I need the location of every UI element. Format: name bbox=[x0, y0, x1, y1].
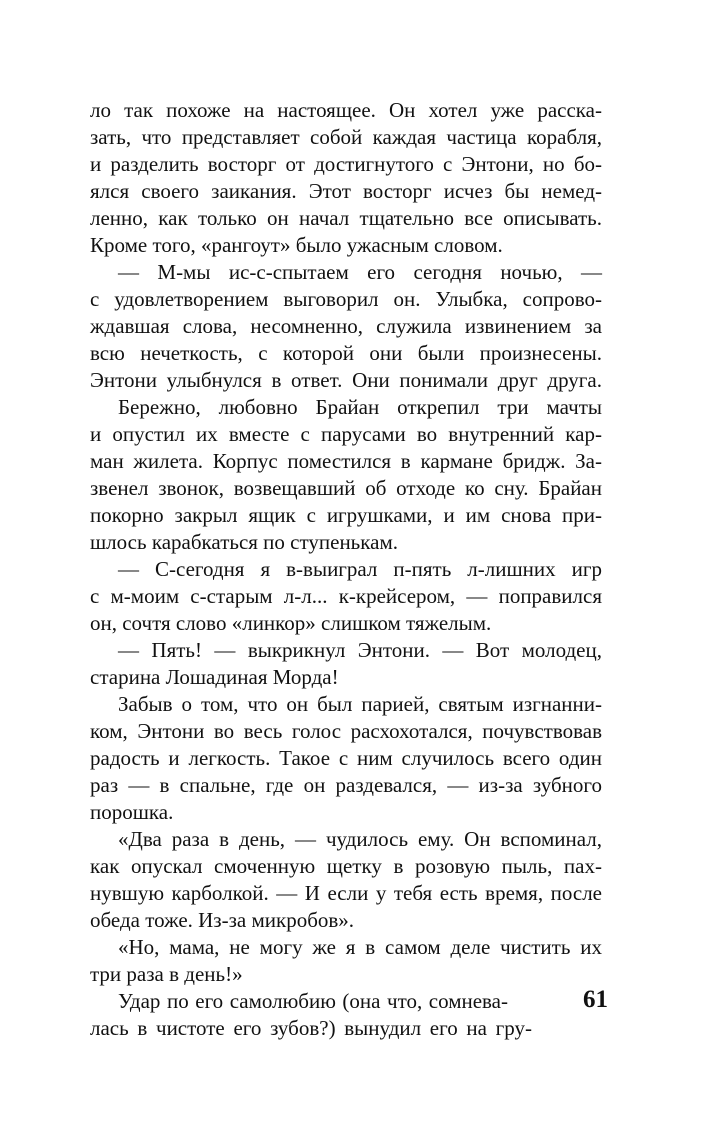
text-line: лась в чистоте его зубов?) вынудил его на гру- bbox=[90, 1016, 532, 1040]
text-line: раз — в спальне, где он раздевался, — из-за зубного bbox=[90, 773, 602, 797]
text-line: ман жилета. Корпус поместился в кармане бридж. За- bbox=[90, 449, 602, 473]
text-line: «Но, мама, не могу же я в самом деле чистить их bbox=[118, 935, 602, 959]
text-line: и разделить восторг от достигнутого с Энтони, но бо- bbox=[90, 152, 602, 176]
text-line: шлось карабкаться по ступенькам. bbox=[90, 530, 399, 554]
text-line: ждавшая слова, несомненно, служила извинением за bbox=[90, 314, 602, 338]
text-line: три раза в день!» bbox=[90, 962, 243, 986]
text-line: Кроме того, «рангоут» было ужасным словом. bbox=[90, 233, 503, 257]
page-number: 61 bbox=[583, 986, 608, 1013]
text-line: ло так похоже на настоящее. Он хотел уже расска- bbox=[90, 98, 602, 122]
text-line: — С-сегодня я в-выиграл п-пять л-лишних игр bbox=[118, 557, 602, 581]
text-line: Бережно, любовно Брайан открепил три мачты bbox=[118, 395, 602, 419]
text-line: обеда тоже. Из-за микробов». bbox=[90, 908, 355, 932]
text-line: ленно, как только он начал тщательно все описывать. bbox=[90, 206, 602, 230]
text-line: ялся своего заикания. Этот восторг исчез бы немед- bbox=[90, 179, 602, 203]
text-line: он, сочтя слово «линкор» слишком тяжелым. bbox=[90, 611, 492, 635]
text-line: всю нечеткость, с которой они были произнесены. bbox=[90, 341, 602, 365]
text-line: Забыв о том, что он был парией, святым изгнанни- bbox=[118, 692, 602, 716]
text-line: с м-моим с-старым л-л... к-крейсером, — поправился bbox=[90, 584, 602, 608]
text-line: — Пять! — выкрикнул Энтони. — Вот молодец, bbox=[118, 638, 602, 662]
text-line: Энтони улыбнулся в ответ. Они понимали друг друга. bbox=[90, 368, 602, 392]
text-line: и опустил их вместе с парусами во внутренний кар- bbox=[90, 422, 602, 446]
text-line: нувшую карболкой. — И если у тебя есть время, после bbox=[90, 881, 602, 905]
text-line: зать, что представляет собой каждая частица корабля, bbox=[90, 125, 602, 149]
text-line: радость и легкость. Такое с ним случилось всего один bbox=[90, 746, 602, 770]
text-line: покорно закрыл ящик с игрушками, и им снова при- bbox=[90, 503, 602, 527]
text-line: «Два раза в день, — чудилось ему. Он вспоминал, bbox=[118, 827, 602, 851]
text-line: как опускал смоченную щетку в розовую пыль, пах- bbox=[90, 854, 602, 878]
text-line: старина Лошадиная Морда! bbox=[90, 665, 339, 689]
text-line: звенел звонок, возвещавший об отходе ко сну. Брайан bbox=[90, 476, 602, 500]
text-line: порошка. bbox=[90, 800, 174, 824]
text-line: Удар по его самолюбию (она что, сомнева- bbox=[118, 989, 508, 1013]
text-line: ком, Энтони во весь голос расхохотался, почувствовав bbox=[90, 719, 602, 743]
text-line: — М-мы ис-с-спытаем его сегодня ночью, — bbox=[118, 260, 602, 284]
text-line: с удовлетворением выговорил он. Улыбка, сопрово- bbox=[90, 287, 602, 311]
